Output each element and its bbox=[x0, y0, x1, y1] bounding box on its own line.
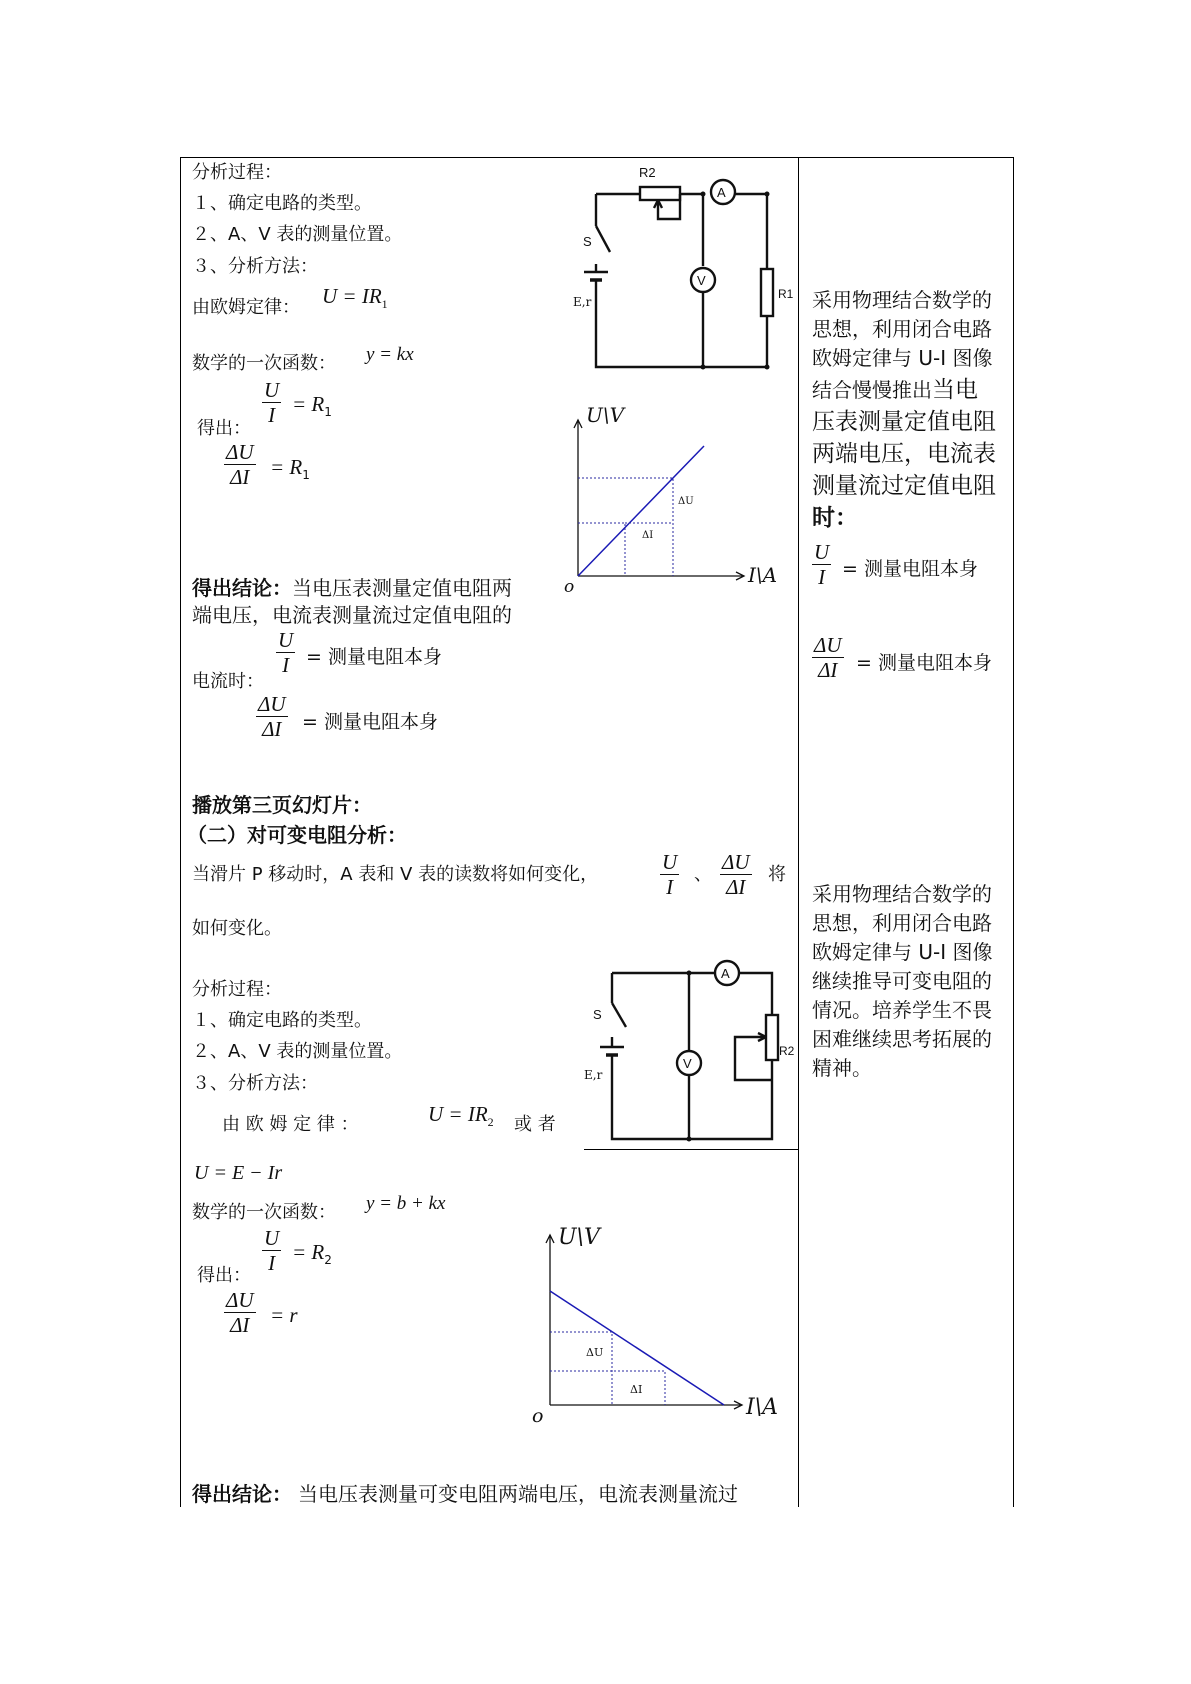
switch-label-2: S bbox=[593, 1007, 602, 1022]
question-fraction-u-over-i: U I bbox=[662, 850, 678, 899]
conclusion-fraction-du-over-di: ΔU ΔI bbox=[258, 692, 286, 741]
ammeter-label: A bbox=[717, 185, 726, 200]
step-1-2: １、确定电路的类型。 bbox=[192, 1010, 372, 1031]
question-line-1: 当滑片 P 移动时，A 表和 V 表的读数将如何变化， bbox=[192, 864, 599, 885]
emf-formula: U = E − Ir bbox=[194, 1162, 283, 1184]
graph-1-du: ΔU bbox=[678, 496, 694, 507]
graph-2-y-label: U\V bbox=[558, 1225, 600, 1250]
play-slide-title: 播放第三页幻灯片： bbox=[192, 793, 372, 817]
conclusion-rhs-2: = 测量电阻本身 bbox=[302, 711, 438, 733]
conclusion-1-line-3: 电流时： bbox=[192, 671, 264, 692]
ohm-label-2: 由 欧 姆 定 律 ： bbox=[222, 1114, 359, 1135]
ohm-formula: $U = IR_1$ bbox=[322, 284, 388, 312]
circuit-diagram-2 bbox=[580, 955, 795, 1145]
result-label-2: 得出： bbox=[197, 1265, 251, 1286]
graph-1-y-label: U\V bbox=[586, 403, 625, 427]
linear-formula: y = kx bbox=[366, 344, 414, 365]
ui-graph-1 bbox=[562, 400, 782, 597]
side-note-2: 采用物理结合数学的 思想，利用闭合电路 欧姆定律与 U-I 图像 继续推导可变电阻的 情况。培养学生不畏 困难继续思考拓展的 精神。 bbox=[812, 882, 993, 1080]
conclusion-fraction-u-over-i: U I bbox=[278, 628, 294, 677]
section-2-heading: （二）对可变电阻分析： bbox=[187, 823, 407, 847]
question-tail: 将 bbox=[768, 864, 786, 885]
question-fraction-du-over-di: ΔU ΔI bbox=[722, 850, 750, 899]
table-column-divider bbox=[798, 157, 799, 1507]
ohm-or: 或 者 bbox=[514, 1114, 556, 1135]
fraction-du-over-di-2: ΔU ΔI bbox=[226, 1288, 254, 1337]
graph-2-du: ΔU bbox=[586, 1346, 604, 1359]
step-2: ２、A、V 表的测量位置。 bbox=[192, 224, 403, 245]
graph-2-di: ΔI bbox=[630, 1383, 643, 1396]
fraction-rhs-2: = $R_1$ bbox=[270, 455, 310, 482]
result-label: 得出： bbox=[197, 418, 251, 439]
side-rhs-2: = 测量电阻本身 bbox=[856, 652, 992, 674]
r2-label-2: R2 bbox=[779, 1044, 795, 1058]
linear-label-2: 数学的一次函数： bbox=[192, 1202, 336, 1223]
voltmeter-label-2: V bbox=[683, 1056, 692, 1071]
conclusion-1: 得出结论：当电压表测量定值电阻两 bbox=[192, 576, 512, 600]
step-3-2: ３、分析方法： bbox=[192, 1073, 318, 1094]
fraction-rhs: = $R_1$ bbox=[292, 392, 332, 419]
side-fraction-u-over-i: U I bbox=[814, 540, 830, 589]
graph-1-x-label: I\A bbox=[748, 563, 778, 587]
fraction-rhs-2-1: = $R_2$ bbox=[292, 1240, 332, 1267]
conclusion-2: 得出结论： 当电压表测量可变电阻两端电压，电流表测量流过 bbox=[192, 1482, 738, 1506]
process-title: 分析过程： bbox=[192, 162, 282, 183]
process-title-2: 分析过程： bbox=[192, 979, 282, 1000]
conclusion-1-line-2: 端电压，电流表测量流过定值电阻的 bbox=[192, 603, 512, 627]
circuit-diagram-1 bbox=[562, 164, 792, 374]
r1-label: R1 bbox=[778, 287, 794, 301]
fraction-du-over-di: ΔU ΔI bbox=[226, 440, 254, 489]
ui-graph-2 bbox=[530, 1225, 790, 1425]
graph-1-di: ΔI bbox=[642, 530, 654, 541]
fraction-u-over-i: U I bbox=[264, 378, 280, 427]
battery-label-2: E,r bbox=[584, 1068, 603, 1082]
step-1: １、确定电路的类型。 bbox=[192, 193, 372, 214]
graph-1-origin: o bbox=[564, 577, 575, 597]
question-sep: 、 bbox=[694, 864, 712, 885]
step-3: ３、分析方法： bbox=[192, 256, 318, 277]
side-note-1: 采用物理结合数学的 思想，利用闭合电路 欧姆定律与 U-I 图像 bbox=[812, 288, 993, 370]
ohm-formula-2: $U = IR_2$ bbox=[428, 1102, 494, 1130]
graph-1-line bbox=[578, 446, 704, 576]
ohm-label: 由欧姆定律： bbox=[192, 297, 300, 318]
voltmeter-label: V bbox=[697, 273, 706, 288]
switch-label: S bbox=[583, 234, 592, 249]
ammeter-label-2: A bbox=[721, 966, 730, 981]
conclusion-rhs-1: = 测量电阻本身 bbox=[306, 646, 442, 668]
side-rhs-1: = 测量电阻本身 bbox=[842, 558, 978, 580]
battery-label: E,r bbox=[573, 295, 592, 309]
side-fraction-du-over-di: ΔU ΔI bbox=[814, 633, 842, 682]
graph-2-x-label: I\A bbox=[746, 1395, 778, 1420]
question-line-2: 如何变化。 bbox=[192, 918, 282, 939]
fraction-u-over-i-2: U I bbox=[264, 1226, 280, 1275]
fraction-rhs-2-2: = r bbox=[270, 1303, 298, 1327]
row-divider-partial bbox=[584, 1149, 798, 1150]
r2-label: R2 bbox=[639, 165, 656, 180]
step-2-2: ２、A、V 表的测量位置。 bbox=[192, 1041, 403, 1062]
side-note-1-large: 结合慢慢推出当电 压表测量定值电阻 两端电压，电流表 测量流过定值电阻 时： bbox=[812, 377, 996, 531]
graph-2-origin: o bbox=[532, 1405, 544, 1427]
linear-formula-2: y = b + kx bbox=[366, 1193, 446, 1214]
linear-label: 数学的一次函数： bbox=[192, 353, 336, 374]
